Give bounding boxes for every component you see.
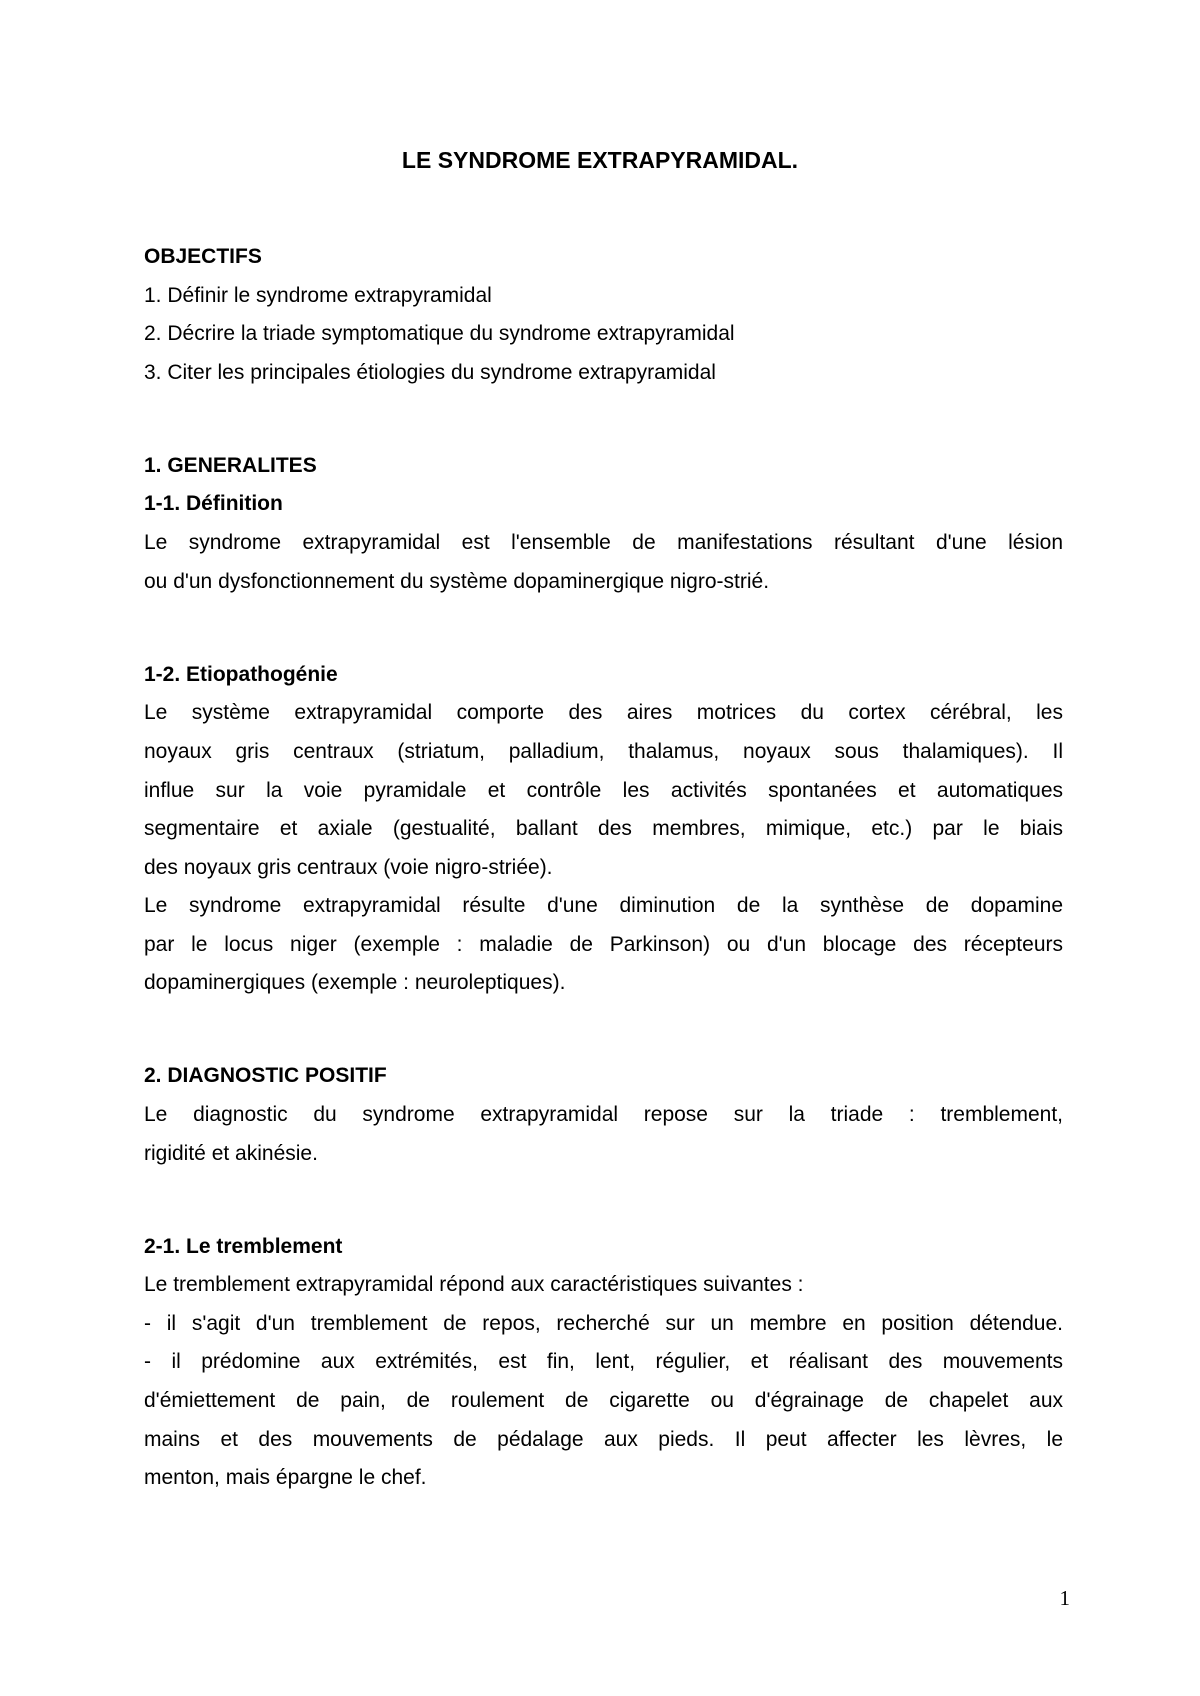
paragraph-line: dopaminergiques (exemple : neuroleptiques). xyxy=(144,971,566,994)
paragraph-line: des noyaux gris centraux (voie nigro-striée). xyxy=(144,856,553,879)
objective-item: 3. Citer les principales étiologies du syndrome extrapyramidal xyxy=(144,361,716,384)
document-title: LE SYNDROME EXTRAPYRAMIDAL. xyxy=(401,147,799,173)
paragraph-line: Le syndrome extrapyramidal résulte d'une diminution de la synthèse de dopamine xyxy=(144,894,1063,917)
paragraph-line: mains et des mouvements de pédalage aux pieds. Il peut affecter les lèvres, le xyxy=(144,1428,1063,1451)
objective-item: 1. Définir le syndrome extrapyramidal xyxy=(144,284,492,307)
subsection-heading-definition: 1-1. Définition xyxy=(144,492,283,515)
page-number: 1 xyxy=(1059,1586,1070,1610)
objectives-heading: OBJECTIFS xyxy=(144,245,262,268)
section-heading-generalites: 1. GENERALITES xyxy=(144,454,317,477)
paragraph-line: noyaux gris centraux (striatum, palladium, thalamus, noyaux sous thalamiques). Il xyxy=(144,740,1063,763)
paragraph-line: ou d'un dysfonctionnement du système dopaminergique nigro-strié. xyxy=(144,570,770,593)
paragraph-line: segmentaire et axiale (gestualité, ballant des membres, mimique, etc.) par le biais xyxy=(144,817,1063,840)
paragraph-line: rigidité et akinésie. xyxy=(144,1142,318,1165)
section-heading-diagnostic: 2. DIAGNOSTIC POSITIF xyxy=(144,1064,387,1087)
paragraph-line: - il s'agit d'un tremblement de repos, recherché sur un membre en position détendue. xyxy=(144,1312,1063,1335)
objective-item: 2. Décrire la triade symptomatique du syndrome extrapyramidal xyxy=(144,322,735,345)
paragraph-line: d'émiettement de pain, de roulement de cigarette ou d'égrainage de chapelet aux xyxy=(144,1389,1063,1412)
paragraph-line: Le syndrome extrapyramidal est l'ensemble de manifestations résultant d'une lésion xyxy=(144,531,1063,554)
paragraph-line: - il prédomine aux extrémités, est fin, lent, régulier, et réalisant des mouvements xyxy=(144,1350,1063,1373)
paragraph-line: par le locus niger (exemple : maladie de Parkinson) ou d'un blocage des récepteurs xyxy=(144,933,1063,956)
paragraph-line: influe sur la voie pyramidale et contrôle les activités spontanées et automatiques xyxy=(144,779,1063,802)
paragraph-line: menton, mais épargne le chef. xyxy=(144,1466,427,1489)
subsection-heading-tremblement: 2-1. Le tremblement xyxy=(144,1235,343,1258)
subsection-heading-etiopathogenie: 1-2. Etiopathogénie xyxy=(144,663,338,686)
paragraph-line: Le tremblement extrapyramidal répond aux caractéristiques suivantes : xyxy=(144,1273,804,1296)
paragraph-line: Le diagnostic du syndrome extrapyramidal repose sur la triade : tremblement, xyxy=(144,1103,1063,1126)
paragraph-line: Le système extrapyramidal comporte des aires motrices du cortex cérébral, les xyxy=(144,701,1063,724)
